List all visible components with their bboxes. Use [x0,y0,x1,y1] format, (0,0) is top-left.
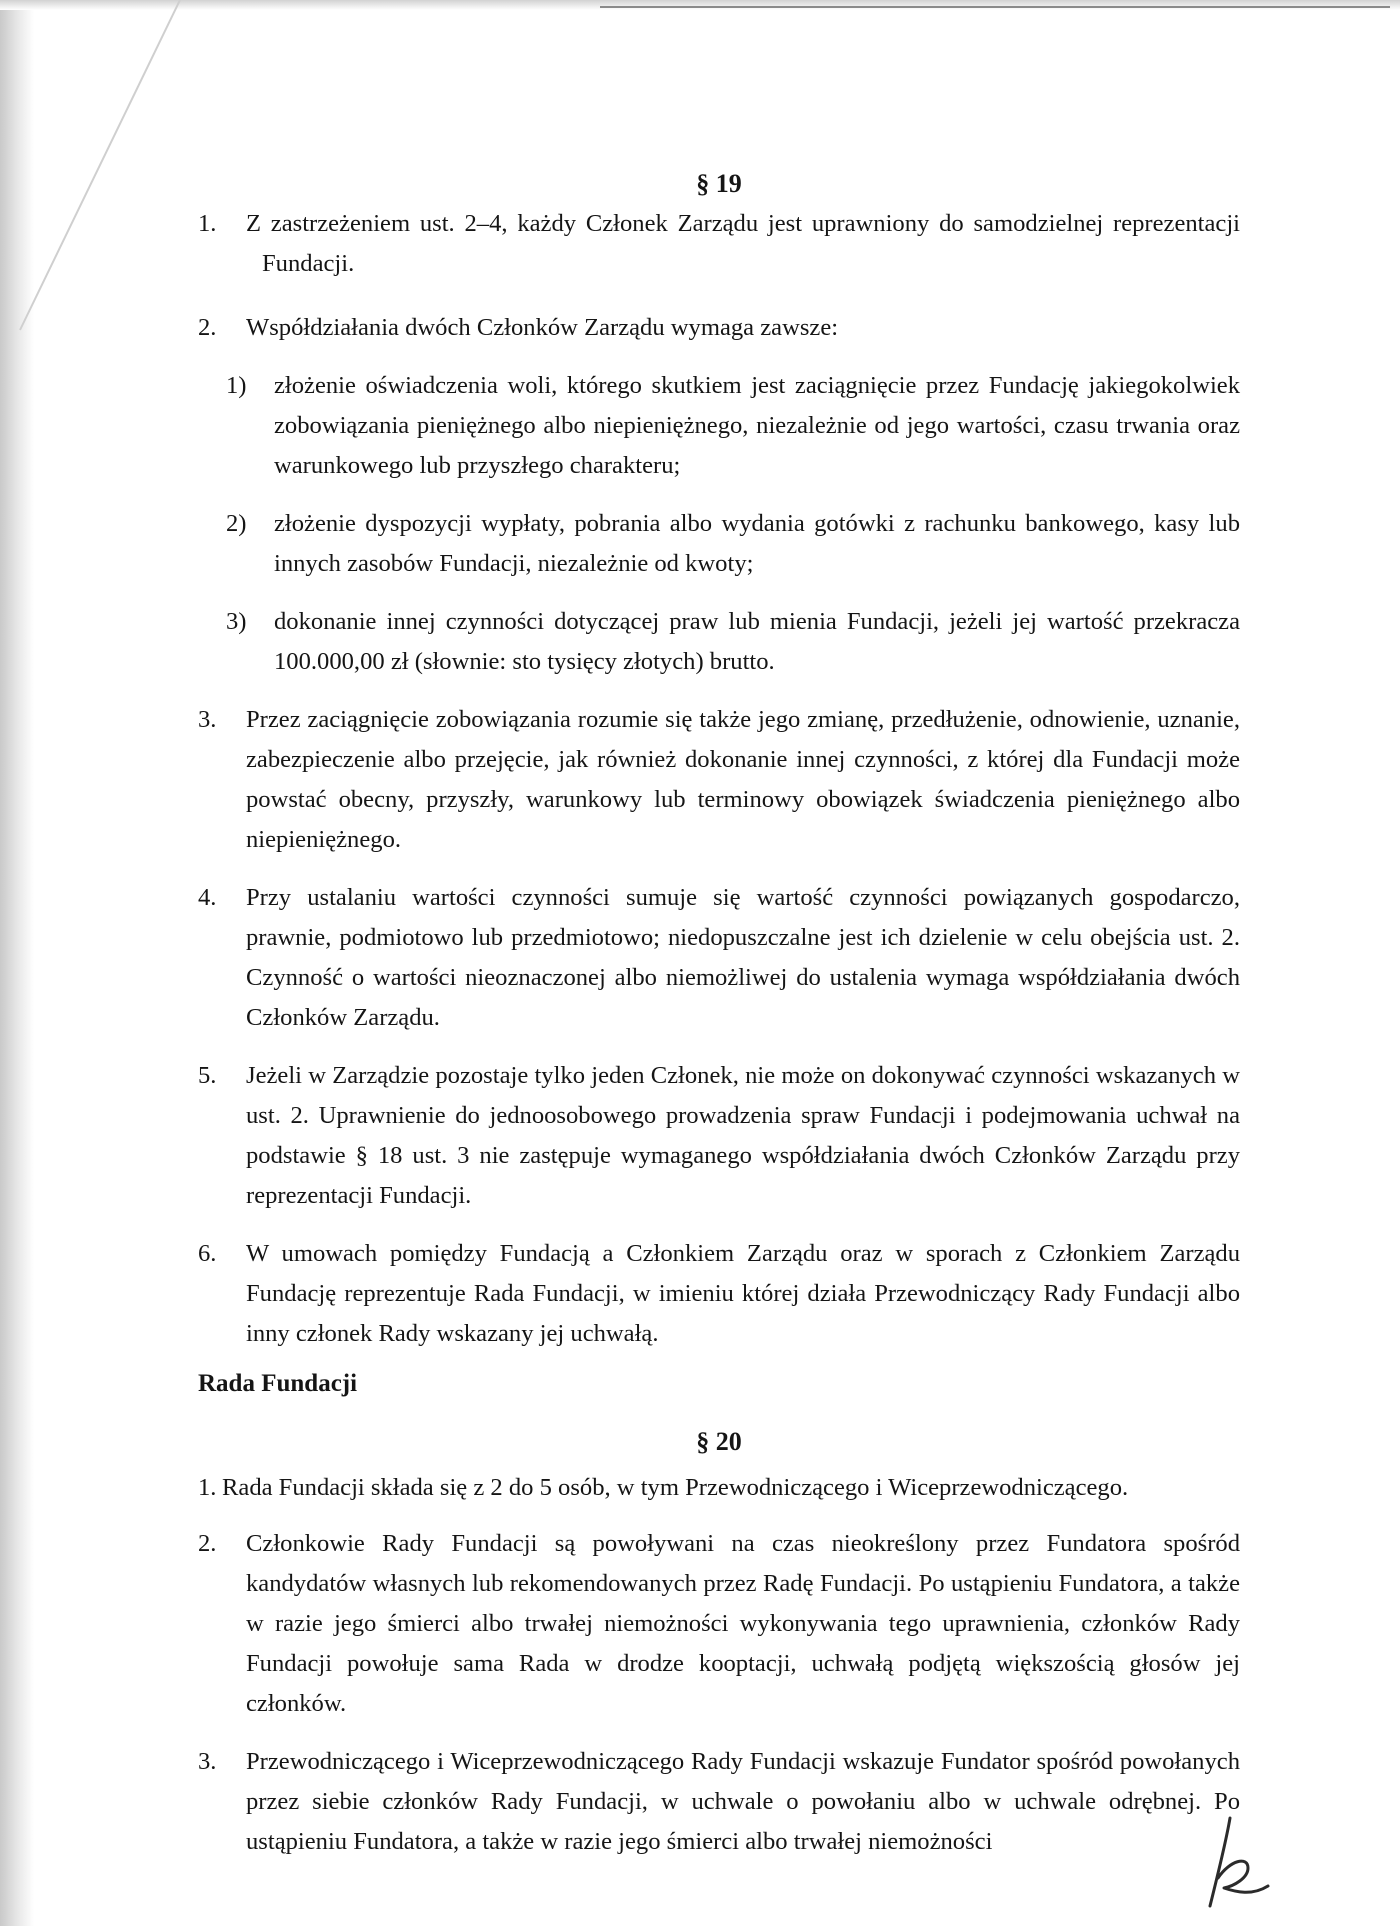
item-number: 5. [198,1062,217,1089]
item-text: W umowach pomiędzy Fundacją a Członkiem Zarządu oraz w sporach z Członkiem Zarządu Fundację reprezentuje Rada Fundacji, w imieniu której działa Przewodniczący Rady Fundacji albo inny członek Rady wskazany jej uchwałą. [246,1240,1240,1347]
s19-ust-1 [198,204,1240,284]
s20-ust-3 [198,1742,1240,1862]
item-number: 1. [198,1474,217,1501]
s19-ust-2-pkt-2 [226,504,1240,584]
s19-ust-2 [198,308,1240,348]
point-text: złożenie oświadczenia woli, którego skutkiem jest zaciągnięcie przez Fundację jakiegokolwiek zobowiązania pieniężnego albo niepieniężnego, niezależnie od jego wartości, czasu trwania oraz warunkowego lub przyszłego charakteru; [274,372,1240,479]
s19-ust-2-pkt-1 [226,366,1240,486]
s20-ust-2 [198,1524,1240,1724]
scan-fold-edge [0,0,220,340]
point-number: 1) [226,372,247,399]
point-number: 2) [226,510,247,537]
point-text: dokonanie innej czynności dotyczącej praw lub mienia Fundacji, jeżeli jej wartość przekracza 100.000,00 zł (słownie: sto tysięcy złotych) brutto. [274,608,1240,675]
item-text: Przewodniczącego i Wiceprzewodniczącego Rady Fundacji wskazuje Fundator spośród powołanych przez siebie członków Rady Fundacji, w uchwale o powołaniu albo w uchwale odrębnej. Po ustąpieniu Fundatora, a także w razie jego śmierci albo trwałej niemożności [246,1748,1240,1855]
s19-ust-5 [198,1056,1240,1216]
s19-ust-2-pkt-3 [226,602,1240,682]
section-20-heading: § 20 [696,1427,742,1456]
handwritten-initial [1196,1812,1276,1912]
s19-ust-4 [198,878,1240,1038]
item-number: 4. [198,884,217,911]
scan-edge-line [600,6,1390,8]
document-page [198,168,1240,1862]
item-number: 6. [198,1240,217,1267]
item-text: Jeżeli w Zarządzie pozostaje tylko jeden Członek, nie może on dokonywać czynności wskazanych w ust. 2. Uprawnienie do jednoosobowego prowadzenia spraw Fundacji i podejmowania uchwał na podstawie § 18 ust. 3 nie zastępuje wymaganego współdziałania dwóch Członków Zarządu przy reprezentacji Fundacji. [246,1062,1240,1209]
item-text: Członkowie Rady Fundacji są powoływani na czas nieokreślony przez Fundatora spośród kandydatów własnych lub rekomendowanych przez Radę Fundacji. Po ustąpieniu Fundatora, a także w razie jego śmierci albo trwałej niemożności wykonywania tego uprawnienia, członków Rady Fundacji powołuje sama Rada w drodze kooptacji, uchwałą podjętą większością głosów jej członków. [246,1530,1240,1717]
item-text: Przez zaciągnięcie zobowiązania rozumie się także jego zmianę, przedłużenie, odnowienie, uznanie, zabezpieczenie albo przejęcie, jak również dokonanie innej czynności, z której dla Fundacji może powstać obecny, przyszły, warunkowy lub terminowy obowiązek świadczenia pieniężnego albo niepieniężnego. [246,706,1240,853]
item-text: Przy ustalaniu wartości czynności sumuje się wartość czynności powiązanych gospodarczo, prawnie, podmiotowo lub przedmiotowo; niedopuszczalne jest ich dzielenie w celu obejścia ust. 2. Czynność o wartości nieoznaczonej albo niemożliwej do ustalenia wymaga współdziałania dwóch Członków Zarządu. [246,884,1240,1031]
item-number: 3. [198,706,217,733]
item-number: 2. [198,314,217,341]
item-text: Współdziałania dwóch Członków Zarządu wymaga zawsze: [246,314,839,341]
point-text: złożenie dyspozycji wypłaty, pobrania albo wydania gotówki z rachunku bankowego, kasy lub innych zasobów Fundacji, niezależnie od kwoty; [274,510,1240,577]
s19-ust-6 [198,1234,1240,1354]
point-number: 3) [226,608,247,635]
item-number: 1. [198,210,217,237]
item-text: Rada Fundacji składa się z 2 do 5 osób, w tym Przewodniczącego i Wiceprzewodniczącego. [222,1474,1129,1501]
s20-ust-1 [198,1468,1240,1508]
chapter-heading-rada-fundacji: Rada Fundacji [198,1370,358,1397]
item-number: 3. [198,1748,217,1775]
item-number: 2. [198,1530,217,1557]
section-19-heading: § 19 [696,169,742,198]
s19-ust-3 [198,700,1240,860]
item-text: Z zastrzeżeniem ust. 2–4, każdy Członek Zarządu jest uprawniony do samodzielnej reprezentacji Fundacji. [246,210,1240,277]
